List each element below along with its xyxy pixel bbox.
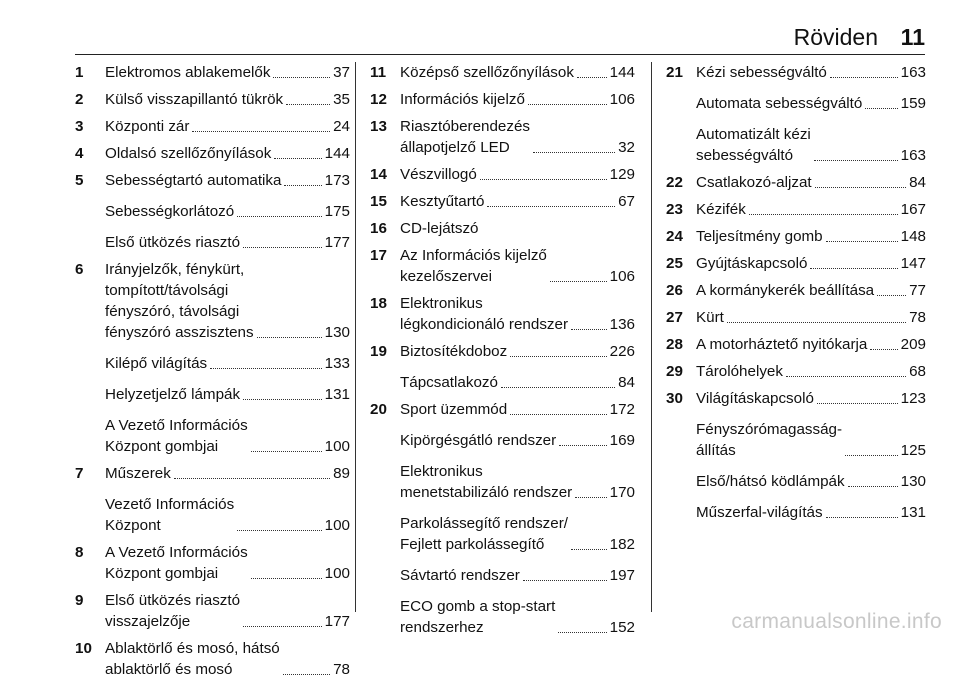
legend-column-3: [666, 62, 926, 529]
item-label-wrap: [400, 341, 635, 362]
legend-entry: [75, 143, 350, 164]
legend-entry: [75, 353, 350, 374]
page-reference: 177: [324, 613, 350, 630]
page-reference: 175: [324, 203, 350, 220]
legend-entry: [370, 89, 635, 110]
legend-entry: [666, 502, 926, 523]
dot-leader: [575, 497, 606, 498]
item-label: Parkolássegítő rendszer/ Fejlett parkolássegítő: [400, 515, 568, 553]
legend-entry: [75, 89, 350, 110]
item-label-wrap: [400, 218, 635, 239]
page-reference: 148: [900, 228, 926, 245]
item-label: Kézifék: [696, 201, 746, 218]
item-label-wrap: [696, 419, 926, 461]
item-label: Információs kijelző: [400, 91, 525, 108]
page-reference: 182: [609, 536, 635, 553]
item-number: 5: [75, 172, 84, 189]
item-label-wrap: [105, 590, 350, 632]
item-label: Automata sebességváltó: [696, 95, 863, 112]
dot-leader: [558, 632, 606, 633]
dot-leader: [274, 158, 321, 159]
item-label-wrap: [696, 93, 926, 114]
dot-leader: [577, 77, 607, 78]
item-number: 21: [666, 64, 683, 81]
dot-leader: [243, 626, 322, 627]
item-label: Sport üzemmód: [400, 401, 508, 418]
legend-entry: [75, 232, 350, 253]
legend-entry: [75, 201, 350, 222]
page-reference: 172: [609, 401, 635, 418]
item-label: Középső szellőzőnyílások: [400, 64, 574, 81]
legend-entry: [370, 430, 635, 451]
page-reference: 152: [609, 619, 635, 636]
legend-entry: [370, 596, 635, 638]
legend-entry: [666, 93, 926, 114]
legend-entry: [75, 116, 350, 137]
item-label: Műszerek: [105, 465, 171, 482]
item-label: Csatlakozó-aljzat: [696, 174, 812, 191]
item-number: 27: [666, 309, 683, 326]
item-label-wrap: [696, 172, 926, 193]
dot-leader: [786, 376, 906, 377]
item-number: 2: [75, 91, 84, 108]
legend-entry: [666, 307, 926, 328]
dot-leader: [480, 179, 607, 180]
item-label-wrap: [400, 372, 635, 393]
legend-entry: [666, 253, 926, 274]
page-reference: 144: [609, 64, 635, 81]
item-label-wrap: [400, 565, 635, 586]
item-number: 28: [666, 336, 683, 353]
dot-leader: [870, 349, 897, 350]
page-reference: 100: [324, 517, 350, 534]
dot-leader: [877, 295, 906, 296]
item-label: Riasztóberendezés állapotjelző LED: [400, 118, 531, 156]
item-label-wrap: [105, 638, 350, 680]
dot-leader: [237, 216, 321, 217]
watermark: carmanualsonline.info: [731, 610, 942, 633]
item-label-wrap: [105, 415, 350, 457]
legend-entry: [75, 384, 350, 405]
legend-entry: [666, 280, 926, 301]
dot-leader: [528, 104, 607, 105]
legend-entry: [370, 565, 635, 586]
item-label: A Vezető Információs Központ gombjai: [105, 417, 248, 455]
legend-entry: [666, 388, 926, 409]
item-label-wrap: [400, 293, 635, 335]
dot-leader: [571, 329, 607, 330]
page-reference: 123: [900, 390, 926, 407]
item-label: Első/hátsó ködlámpák: [696, 473, 845, 490]
item-label-wrap: [400, 62, 635, 83]
dot-leader: [814, 160, 898, 161]
dot-leader: [550, 281, 607, 282]
dot-leader: [749, 214, 898, 215]
item-label: Tárolóhelyek: [696, 363, 783, 380]
item-label: Világításkapcsoló: [696, 390, 814, 407]
item-label-wrap: [696, 280, 926, 301]
dot-leader: [845, 455, 898, 456]
section-title: Röviden: [793, 24, 878, 50]
page-reference: 173: [324, 172, 350, 189]
dot-leader: [848, 486, 898, 487]
column-divider: [355, 62, 356, 612]
page-reference: 32: [618, 139, 635, 156]
page-reference: 177: [324, 234, 350, 251]
item-label-wrap: [105, 62, 350, 83]
legend-entry: [666, 226, 926, 247]
item-number: 6: [75, 261, 84, 278]
item-number: 17: [370, 247, 387, 264]
item-label-wrap: [400, 399, 635, 420]
item-label-wrap: [400, 116, 635, 158]
legend-entry: [370, 62, 635, 83]
item-label-wrap: [400, 89, 635, 110]
item-number: 3: [75, 118, 84, 135]
item-label-wrap: [105, 170, 350, 191]
legend-entry: [370, 218, 635, 239]
legend-entry: [666, 471, 926, 492]
item-label-wrap: [696, 361, 926, 382]
item-label: Sebességtartó automatika: [105, 172, 282, 189]
dot-leader: [487, 206, 615, 207]
item-number: 14: [370, 166, 387, 183]
page-reference: 100: [324, 565, 350, 582]
item-label: Elektromos ablakemelők: [105, 64, 271, 81]
item-number: 25: [666, 255, 683, 272]
item-label-wrap: [696, 502, 926, 523]
item-number: 24: [666, 228, 683, 245]
legend-entry: [75, 590, 350, 632]
page-reference: 197: [609, 567, 635, 584]
dot-leader: [174, 478, 330, 479]
page-reference: 67: [618, 193, 635, 210]
page-reference: 84: [909, 174, 926, 191]
item-number: 10: [75, 640, 92, 657]
item-label-wrap: [400, 596, 635, 638]
page-reference: 209: [900, 336, 926, 353]
item-number: 19: [370, 343, 387, 360]
legend-entry: [75, 542, 350, 584]
item-label: Fényszórómagasság- állítás: [696, 421, 843, 459]
legend-entry: [666, 124, 926, 166]
item-number: 16: [370, 220, 387, 237]
item-label-wrap: [105, 542, 350, 584]
legend-entry: [370, 164, 635, 185]
legend-entry: [75, 494, 350, 536]
item-label-wrap: [696, 226, 926, 247]
item-label-wrap: [696, 62, 926, 83]
dot-leader: [815, 187, 906, 188]
legend-entry: [75, 463, 350, 484]
dot-leader: [826, 517, 898, 518]
item-number: 30: [666, 390, 683, 407]
page-reference: 167: [900, 201, 926, 218]
item-label-wrap: [696, 253, 926, 274]
item-number: 15: [370, 193, 387, 210]
item-label: A Vezető Információs Központ gombjai: [105, 544, 248, 582]
dot-leader: [192, 131, 330, 132]
page-reference: 147: [900, 255, 926, 272]
dot-leader: [243, 399, 322, 400]
dot-leader: [257, 337, 322, 338]
item-number: 7: [75, 465, 84, 482]
item-label-wrap: [105, 463, 350, 484]
item-label: Sebességkorlátozó: [105, 203, 235, 220]
header-rule: [75, 54, 925, 55]
item-number: 4: [75, 145, 84, 162]
item-label-wrap: [105, 353, 350, 374]
item-label-wrap: [696, 334, 926, 355]
dot-leader: [237, 530, 321, 531]
item-label: Kürt: [696, 309, 724, 326]
dot-leader: [501, 387, 615, 388]
item-label-wrap: [696, 388, 926, 409]
legend-entry: [666, 334, 926, 355]
dot-leader: [727, 322, 906, 323]
page-reference: 130: [324, 324, 350, 341]
item-label-wrap: [400, 245, 635, 287]
item-label-wrap: [105, 494, 350, 536]
legend-entry: [666, 419, 926, 461]
item-label-wrap: [696, 199, 926, 220]
item-label: Gyújtáskapcsoló: [696, 255, 808, 272]
item-label: Elektronikus menetstabilizáló rendszer: [400, 463, 573, 501]
item-label-wrap: [400, 513, 635, 555]
item-number: 22: [666, 174, 683, 191]
dot-leader: [817, 403, 898, 404]
legend-entry: [75, 415, 350, 457]
item-label-wrap: [105, 201, 350, 222]
item-label: Központi zár: [105, 118, 190, 135]
item-label-wrap: [400, 430, 635, 451]
legend-entry: [370, 461, 635, 503]
item-label: Az Információs kijelző kezelőszervei: [400, 247, 547, 285]
item-number: 12: [370, 91, 387, 108]
item-label-wrap: [105, 232, 350, 253]
dot-leader: [251, 451, 322, 452]
page-reference: 89: [333, 465, 350, 482]
legend-entry: [370, 372, 635, 393]
item-number: 1: [75, 64, 84, 81]
item-label: Teljesítmény gomb: [696, 228, 823, 245]
page-reference: 100: [324, 438, 350, 455]
dot-leader: [559, 445, 606, 446]
item-label: Sávtartó rendszer: [400, 567, 520, 584]
legend-entry: [666, 62, 926, 83]
page-reference: 136: [609, 316, 635, 333]
column-divider: [651, 62, 652, 612]
item-number: 18: [370, 295, 387, 312]
page-reference: 24: [333, 118, 350, 135]
item-label-wrap: [105, 259, 350, 343]
dot-leader: [243, 247, 322, 248]
page-reference: 163: [900, 64, 926, 81]
legend-entry: [75, 170, 350, 191]
page-reference: 35: [333, 91, 350, 108]
legend-entry: [666, 199, 926, 220]
legend-entry: [75, 638, 350, 680]
dot-leader: [865, 108, 897, 109]
dot-leader: [510, 414, 606, 415]
page-reference: 133: [324, 355, 350, 372]
item-number: 23: [666, 201, 683, 218]
item-label: Tápcsatlakozó: [400, 374, 498, 391]
page-reference: 226: [609, 343, 635, 360]
page-reference: 130: [900, 473, 926, 490]
legend-column-2: [370, 62, 635, 644]
page-reference: 131: [324, 386, 350, 403]
dot-leader: [830, 77, 898, 78]
legend-entry: [370, 245, 635, 287]
legend-entry: [666, 172, 926, 193]
item-number: 13: [370, 118, 387, 135]
page-reference: 68: [909, 363, 926, 380]
item-label-wrap: [105, 116, 350, 137]
page-reference: 159: [900, 95, 926, 112]
dot-leader: [810, 268, 897, 269]
item-label: Ablaktörlő és mosó, hátsó ablaktörlő és mosó: [105, 640, 280, 678]
page-reference: 144: [324, 145, 350, 162]
item-label: Első ütközés riasztó: [105, 234, 241, 251]
dot-leader: [826, 241, 898, 242]
item-number: 11: [370, 64, 387, 81]
item-label-wrap: [696, 307, 926, 328]
dot-leader: [283, 674, 330, 675]
dot-leader: [210, 368, 322, 369]
page-reference: 131: [900, 504, 926, 521]
dot-leader: [251, 578, 322, 579]
legend-column-1: [75, 62, 350, 686]
page-reference: 78: [333, 661, 350, 678]
legend-entry: [370, 399, 635, 420]
item-number: 29: [666, 363, 683, 380]
item-label: A kormánykerék beállítása: [696, 282, 875, 299]
item-label-wrap: [105, 143, 350, 164]
legend-entry: [370, 191, 635, 212]
page-reference: 106: [609, 91, 635, 108]
dot-leader: [273, 77, 330, 78]
item-label: Kilépő világítás: [105, 355, 208, 372]
legend-entry: [370, 293, 635, 335]
page-reference: 78: [909, 309, 926, 326]
item-label: Kipörgésgátló rendszer: [400, 432, 557, 449]
page-reference: 170: [609, 484, 635, 501]
legend-entry: [75, 259, 350, 343]
item-label-wrap: [400, 191, 635, 212]
item-label: A motorháztető nyitókarja: [696, 336, 868, 353]
item-number: 26: [666, 282, 683, 299]
item-number: 20: [370, 401, 387, 418]
item-label-wrap: [400, 164, 635, 185]
legend-entry: [370, 513, 635, 555]
item-label: Oldalsó szellőzőnyílások: [105, 145, 272, 162]
dot-leader: [510, 356, 606, 357]
page-reference: 37: [333, 64, 350, 81]
item-label-wrap: [105, 89, 350, 110]
item-label: Műszerfal-világítás: [696, 504, 823, 521]
item-label: Elektronikus légkondicionáló rendszer: [400, 295, 569, 333]
item-label: Külső visszapillantó tükrök: [105, 91, 284, 108]
item-number: 9: [75, 592, 84, 609]
page-reference: 106: [609, 268, 635, 285]
legend-entry: [666, 361, 926, 382]
page-header: [0, 0, 960, 54]
item-label: Helyzetjelző lámpák: [105, 386, 241, 403]
item-label: CD-lejátszó: [400, 220, 479, 237]
legend-entry: [370, 116, 635, 158]
page-reference: 77: [909, 282, 926, 299]
page-reference: 169: [609, 432, 635, 449]
item-label: Vezető Információs Központ: [105, 496, 235, 534]
dot-leader: [284, 185, 321, 186]
page-reference: 125: [900, 442, 926, 459]
dot-leader: [533, 152, 615, 153]
item-number: 8: [75, 544, 84, 561]
dot-leader: [571, 549, 607, 550]
item-label-wrap: [105, 384, 350, 405]
item-label: Irányjelzők, fénykürt, tompított/távolsági fényszóró, távolsági fényszóró asszisztens: [105, 261, 254, 341]
page-reference: 163: [900, 147, 926, 164]
item-label: Automatizált kézi sebességváltó: [696, 126, 811, 164]
dot-leader: [286, 104, 330, 105]
item-label-wrap: [400, 461, 635, 503]
legend-entry: [370, 341, 635, 362]
legend-entry: [75, 62, 350, 83]
page-reference: 84: [618, 374, 635, 391]
item-label: Vészvillogó: [400, 166, 477, 183]
item-label-wrap: [696, 124, 926, 166]
dot-leader: [523, 580, 607, 581]
item-label: Biztosítékdoboz: [400, 343, 508, 360]
item-label: Kézi sebességváltó: [696, 64, 827, 81]
item-label: Első ütközés riasztó visszajelzője: [105, 592, 241, 630]
item-label: Kesztyűtartó: [400, 193, 485, 210]
page-number: 11: [900, 24, 925, 50]
page-reference: 129: [609, 166, 635, 183]
item-label-wrap: [696, 471, 926, 492]
item-label: ECO gomb a stop-start rendszerhez: [400, 598, 556, 636]
